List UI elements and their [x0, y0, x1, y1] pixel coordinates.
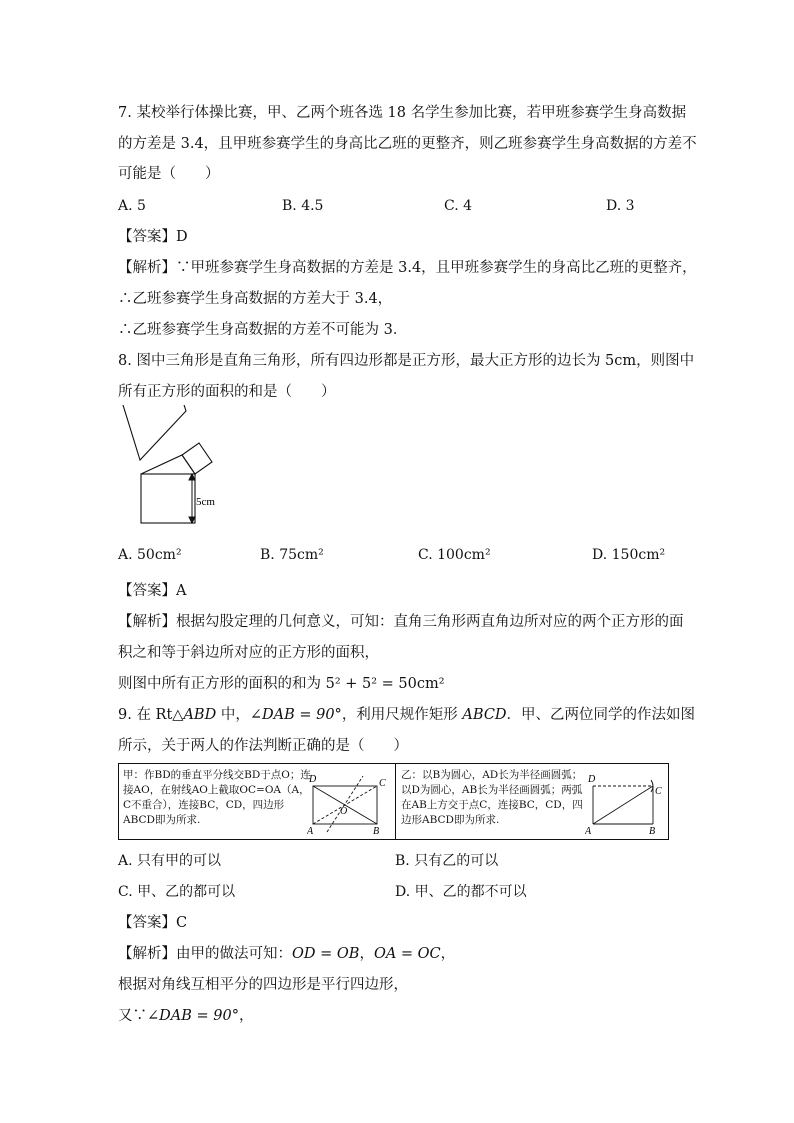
q9-rectangle-name: ABCD	[462, 707, 507, 723]
svg-text:C: C	[655, 786, 662, 797]
svg-text:C: C	[379, 778, 386, 789]
q9-line1	[118, 706, 695, 724]
q8-option-a: A. 50cm²	[118, 547, 182, 563]
q9-line1-mid: 中，	[216, 707, 250, 723]
q9-angle-condition: ∠DAB = 90°	[249, 707, 342, 723]
q9-yi-method: 乙：以B为圆心，AD长为半径画圆弧；以D为圆心，AB长为半径画圆弧；两弧在AB上方交于点C，连接BC，CD，四边形ABCD即为所求.	[401, 769, 583, 826]
q8-option-b: B. 75cm²	[260, 547, 324, 563]
q9-line1-mid2: ，利用尺规作矩形	[341, 707, 463, 723]
large-leg-square	[119, 405, 186, 460]
q9-yi-figure	[585, 770, 667, 838]
svg-text:B: B	[649, 826, 656, 837]
svg-text:D: D	[588, 774, 596, 785]
svg-text:A: A	[585, 826, 592, 837]
q9-line1-end: ．甲、乙两位同学的作法如图	[506, 707, 696, 723]
q9-jia-figure	[307, 770, 393, 838]
q8-figure-label: 5cm	[196, 496, 215, 508]
svg-text:A: A	[307, 826, 314, 837]
q7-analysis-line1: 【解析】∵甲班参赛学生身高数据的方差是 3.4，且甲班参赛学生的身高比乙班的更整齐，	[118, 260, 697, 276]
q8-line2: 所有正方形的面积的和是（ ）	[118, 384, 336, 400]
q9-analysis-line3	[118, 1007, 253, 1025]
triangle	[141, 455, 195, 474]
q9-option-d: D. 甲、乙的都不可以	[395, 884, 527, 900]
q9-option-a: A. 只有甲的可以	[118, 853, 222, 869]
q8-analysis-line3: 则图中所有正方形的面积的和为 5² + 5² = 50cm²	[118, 676, 445, 692]
q9-analysis3-end: ，	[238, 1008, 254, 1024]
q7-option-b: B. 4.5	[282, 198, 324, 214]
q8-answer: 【答案】A	[118, 583, 187, 599]
svg-text:O: O	[340, 806, 348, 817]
q9-analysis1-end: ，	[440, 946, 456, 962]
q9-line2: 所示，关于两人的作法判断正确的是（ ）	[118, 738, 408, 754]
q8-option-c: C. 100cm²	[418, 547, 491, 563]
q9-answer: 【答案】C	[118, 915, 188, 931]
q9-analysis-line1	[118, 945, 455, 963]
q9-analysis3-angle: ∠DAB = 90°	[147, 1008, 239, 1024]
q7-answer: 【答案】D	[118, 229, 188, 245]
q7-option-d: D. 3	[606, 198, 635, 214]
hypotenuse-square	[141, 474, 195, 523]
small-leg-square	[182, 443, 212, 474]
q7-line3: 可能是（ ）	[118, 166, 220, 182]
q7-line1: 7. 某校举行体操比赛，甲、乙两个班各选 18 名学生参加比赛，若甲班参赛学生身高数据	[118, 105, 687, 121]
pythagoras-squares-figure	[112, 405, 242, 530]
q8-analysis-line1: 【解析】根据勾股定理的几何意义，可知：直角三角形两直角边所对应的两个正方形的面	[118, 614, 684, 630]
svg-text:D: D	[309, 774, 317, 785]
q9-option-c: C. 甲、乙的都可以	[118, 884, 236, 900]
q7-analysis-line2: ∴乙班参赛学生身高数据的方差大于 3.4，	[118, 291, 393, 307]
q7-line2: 的方差是 3.4，且甲班参赛学生的身高比乙班的更整齐，则乙班参赛学生身高数据的方差不	[118, 136, 697, 152]
q9-method-box	[118, 763, 669, 840]
q8-line1: 8. 图中三角形是直角三角形，所有四边形都是正方形，最大正方形的边长为 5cm，则图中	[118, 353, 695, 369]
svg-text:B: B	[373, 826, 380, 837]
q7-analysis-line3: ∴乙班参赛学生身高数据的方差不可能为 3．	[118, 322, 408, 338]
q7-option-c: C. 4	[444, 198, 473, 214]
q7-option-a: A. 5	[118, 198, 146, 214]
q9-eq-oa-oc: OA = OC	[373, 946, 441, 962]
q9-triangle-name: ABD	[183, 707, 217, 723]
q9-jia-method: 甲：作BD的垂直平分线交BD于点O；连接AO，在射线AO上截取OC=OA（A，C不重合），连接BC，CD，四边形ABCD即为所求.	[123, 769, 311, 826]
q9-analysis3-prefix: 又∵	[118, 1008, 147, 1024]
q9-analysis-line2: 根据对角线互相平分的四边形是平行四边形，	[118, 977, 408, 993]
q9-option-b: B. 只有乙的可以	[395, 853, 499, 869]
q8-option-d: D. 150cm²	[592, 547, 666, 563]
q9-eq-od-ob: OD = OB	[292, 946, 360, 962]
q9-analysis1-prefix: 【解析】由甲的做法可知：	[118, 946, 292, 962]
q9-line1-prefix: 9. 在 Rt△	[118, 707, 184, 723]
q8-analysis-line2: 积之和等于斜边所对应的正方形的面积，	[118, 645, 379, 661]
q9-analysis1-sep: ，	[359, 946, 374, 962]
